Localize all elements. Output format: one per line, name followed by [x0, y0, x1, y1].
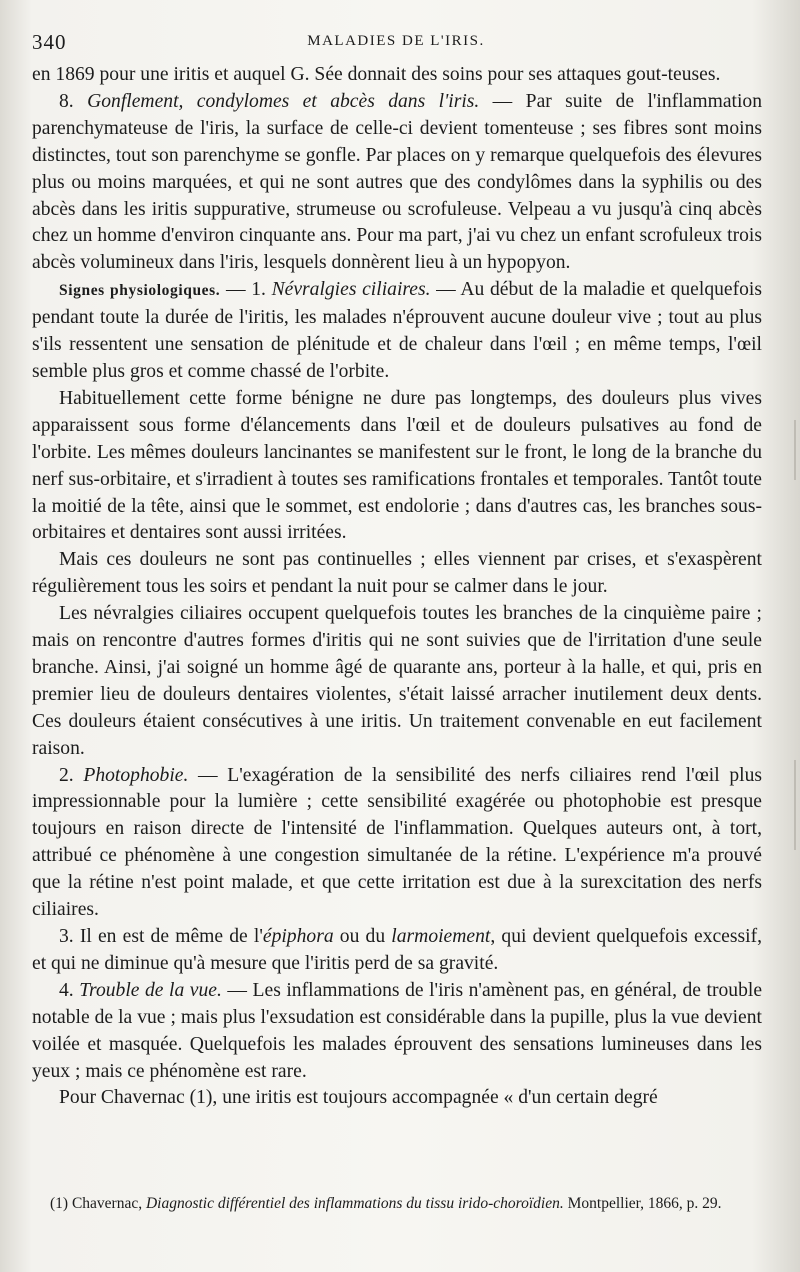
paragraph-text: — Au début de la maladie et quelquefois pendant toute la durée de l'iritis, les malades n'éprouvent aucune douleur vive ; tout au plus s'ils ressentent une sensation de plénitude et de chaleur dans l'œil ; en même temps, l'œil semble plus gros et comme chassé de l'orbite.: [32, 279, 763, 382]
section-gonflement: [32, 89, 762, 277]
paragraph-text: Mais ces douleurs ne sont pas continuelles ; elles viennent par crises, et s'exaspèrent régulièrement tous les soirs et pendant la nuit pour se calmer dans le jour.: [32, 549, 762, 598]
section-title: Gonflement, condylomes et abcès dans l'iris.: [87, 90, 480, 112]
page-header: [32, 30, 760, 54]
paragraph-text: en 1869 pour une iritis et auquel G. Sée donnait des soins pour ses attaques gout-teuses.: [32, 64, 721, 85]
italic-term: épiphora: [262, 926, 334, 947]
section-epiphora: [32, 924, 762, 978]
section-trouble-vue: [32, 978, 762, 1086]
section-number: 8.: [59, 90, 88, 112]
footnote: [32, 1193, 762, 1214]
paragraph-text: 3. Il en est de même de l': [59, 926, 263, 947]
section-number: 4.: [59, 979, 80, 1001]
section-title: Trouble de la vue.: [79, 979, 222, 1001]
section-heading: Signes physiologiques.: [59, 282, 221, 300]
paragraph-text: Habituellement cette forme bénigne ne dure pas longtemps, des douleurs plus vives apparaissent sous forme d'élancements dans l'œil et de douleurs pulsatives au fond de l'orbite. Les mêmes douleurs lancinantes se manifestent sur le front, le long de la branche du nerf sus-orbitaire, et s'irradient à toutes ses ramifications frontales et temporales. Tantôt toute la moitié de la tête, ainsi que le sommet, est endolorie ; dans d'autres cas, les branches sous-orbitaires et dentaires sont aussi irritées.: [32, 387, 762, 544]
section-title: Photophobie.: [83, 764, 189, 786]
footnotes: [32, 1193, 762, 1214]
paragraph-text: ou du: [333, 926, 392, 947]
paragraph: [32, 1085, 762, 1112]
running-head: MALADIES DE L'IRIS.: [307, 33, 485, 49]
section-number: — 1.: [220, 279, 272, 301]
paragraph-text: — Par suite de l'inflammation parenchymateuse de l'iris, la surface de celle-ci devient tomenteuse ; ses fibres sont moins distinctes, tout son parenchyme se gonfle. Par places on y remarque quelquefois des élevures plus ou moins marquées, et qui ne sont autres que des condylômes dans la syphilis ou des abcès dans les iritis suppurative, strumeuse ou scrofuleuse. Velpeau a vu jusqu'à cinq abcès chez un homme d'environ cinquante ans. Pour ma part, j'ai vu chez un enfant scrofuleux trois abcès volumineux dans l'iris, lesquels donnèrent lieu à un hypopyon.: [32, 90, 762, 274]
paragraph: [32, 547, 762, 601]
footnote-title: Diagnostic différentiel des inflammations du tissu irido-choroïdien.: [145, 1195, 564, 1212]
paragraph-text: — L'exagération de la sensibilité des nerfs ciliaires rend l'œil plus impressionnable pour la lumière ; cette sensibilité exagérée ou photophobie est presque toujours en raison directe de l'intensité de l'inflammation. Quelques auteurs ont, à tort, attribué ce phénomène à une congestion simultanée de la rétine. L'expérience m'a prouvé que la rétine n'est point malade, et que cette irritation est due à la surexcitation des nerfs ciliaires.: [32, 764, 762, 921]
section-title: Névralgies ciliaires.: [271, 279, 431, 301]
paragraph-text: Pour Chavernac (1), une iritis est toujours accompagnée « d'un certain degré: [59, 1087, 658, 1109]
paragraph: [32, 601, 762, 762]
paragraph: [32, 62, 762, 89]
paragraph-text: Les névralgies ciliaires occupent quelquefois toutes les branches de la cinquième paire ; mais on rencontre d'autres formes d'iritis qui ne sont suivies que de l'irritation d'une seule branche. Ainsi, j'ai soigné un homme âgé de quarante ans, porteur à la halle, et qui, pris en premier lieu de douleurs dentaires violentes, s'était laissé arracher inutilement deux dents. Ces douleurs étaient consécutives à une iritis. Un traitement convenable en eut facilement raison.: [32, 603, 762, 759]
section-signes-physiologiques: [32, 277, 762, 386]
page-edge-shadow: [794, 420, 796, 480]
italic-term: larmoiement: [391, 926, 491, 947]
paragraph-text: — Les inflammations de l'iris n'amènent pas, en général, de trouble notable de la vue ; mais plus l'exsudation est considérable dans la pupille, plus la vue devient voilée et masquée. Quelquefois les malades éprouvent des sensations lumineuses dans les yeux ; mais ce phénomène est rare.: [32, 979, 763, 1082]
section-number: 2.: [59, 764, 84, 786]
body-text: [32, 62, 762, 1112]
paragraph: [32, 386, 762, 547]
paragraph-text: , qui devient quelquefois excessif, et qui ne diminue qu'à mesure que l'iritis perd de sa gravité.: [32, 926, 762, 974]
footnote-text: (1) Chavernac,: [50, 1195, 146, 1212]
page-number: 340: [32, 30, 67, 54]
section-photophobie: [32, 763, 762, 924]
footnote-text: Montpellier, 1866, p. 29.: [563, 1195, 722, 1212]
page-edge-shadow: [794, 760, 796, 850]
